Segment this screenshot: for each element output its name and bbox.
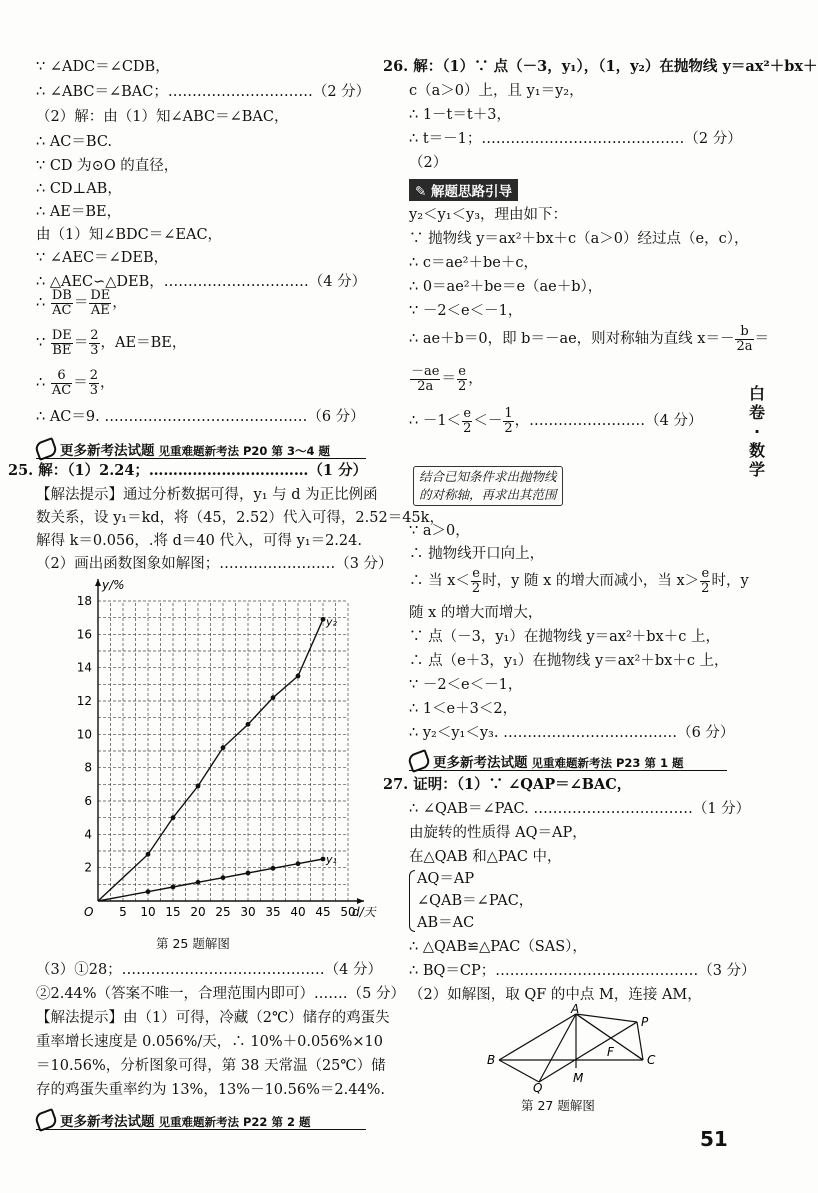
text-line: ∴ ∠ABC＝∠BAC；…………………………（2 分） [36, 84, 371, 100]
vertex-label: C [647, 1053, 656, 1067]
y-tick-label: 6 [84, 794, 92, 808]
text-line: 存的鸡蛋失重率约为 13%，13%－10.56%＝2.44%. [36, 1082, 386, 1098]
text-line: 在△QAB 和△PAC 中， [409, 849, 562, 865]
fraction [51, 289, 73, 318]
text-line: （2）如解图，取 QF 的中点 M，连接 AM， [409, 987, 702, 1003]
numerator: 1 [504, 405, 513, 421]
data-point [321, 617, 326, 622]
text-line: ∵ ∠AEC＝∠DEB， [36, 250, 169, 266]
text-line: ∴ ∠QAB＝∠PAC. ……………………………（1 分） [409, 801, 751, 817]
text-line: ∵ －2＜e＜－1， [409, 303, 523, 319]
symbol: ＝ [73, 335, 89, 351]
symbol: ，AE＝BE， [100, 335, 187, 351]
numerator: －ae [411, 363, 440, 379]
numerator: 2 [89, 367, 98, 383]
vertex-label: Q [533, 1081, 543, 1095]
fraction [89, 329, 99, 358]
x-tick-label: 15 [165, 905, 181, 919]
fraction-line [409, 406, 702, 436]
symbol: ＝ [73, 295, 89, 311]
x-tick-label: 50 [340, 905, 356, 919]
data-point [196, 880, 201, 885]
text-line: c（a＞0）上，且 y₁＝y₂， [409, 83, 584, 99]
denominator: 2 [471, 580, 481, 596]
vertex-label: P [641, 1015, 649, 1029]
text-line: （2）画出函数图象如解图；……………………（3 分） [36, 556, 393, 572]
fraction [89, 289, 111, 318]
x-tick-label: 5 [119, 905, 127, 919]
text-line: 26. 解：（1）∵ 点（－3，y₁），（1，y₂）在抛物线 y＝ax²＋bx＋ [383, 58, 818, 75]
numerator: DE [51, 327, 72, 343]
numerator: e [463, 405, 472, 421]
denominator: 2 [701, 580, 710, 596]
figure-caption: 第 27 题解图 [521, 1098, 595, 1113]
text-line: ∵ a＞0， [409, 523, 470, 539]
origin-label: O [84, 905, 94, 919]
vertex-label: B [487, 1053, 496, 1067]
text-line: 解得 k＝0.056，.将 d＝40 代入，可得 y₁＝2.24. [36, 533, 362, 549]
text-line: 由旋转的性质得 AQ＝AP， [409, 825, 587, 841]
page-number: 51 [700, 1127, 728, 1151]
symbol: ， [468, 371, 483, 387]
data-point [171, 815, 176, 820]
denominator: AC [52, 302, 72, 318]
symbol: ∴ [36, 375, 46, 391]
symbol: ∴ [36, 295, 46, 311]
banner-title: 更多新考法试题 [60, 443, 155, 459]
text-line: ∴ 1＜e＋3＜2， [409, 701, 518, 717]
text-line: 重率增长速度是 0.056%/天，∴ 10%＋0.056%×10 [36, 1034, 384, 1050]
x-tick-label: 10 [140, 905, 156, 919]
x-axis-label: d/天 [352, 905, 376, 919]
text: 时，y [711, 573, 749, 589]
text-line: ∴ BQ＝CP；……………………………………（3 分） [409, 963, 756, 979]
text-line: ∴ y₂＜y₁＜y₃. ………………………………（6 分） [409, 725, 735, 741]
series-label: y₁ [326, 853, 337, 866]
y-tick-label: 10 [76, 727, 92, 742]
data-point [321, 857, 326, 862]
data-point [296, 674, 301, 679]
x-tick-label: 45 [315, 905, 331, 919]
symbol: ＝ [754, 331, 770, 347]
y-tick-label: 14 [76, 660, 92, 675]
text: 时，y 随 x 的增大而减小，当 x＞ [482, 573, 700, 589]
symbol: ＝ [73, 375, 88, 391]
numerator: 2 [90, 327, 99, 343]
denominator: AC [51, 382, 72, 398]
text-line: 【解法提示】由（1）可得，冷藏（2℃）储存的鸡蛋失 [36, 1010, 390, 1026]
text-line: ∴ 抛物线开口向上， [409, 546, 545, 562]
text-line: ∴ 0＝ae²＋be＝e（ae＋b）， [409, 279, 603, 295]
text-line: ∵ ∠ADC＝∠CDB， [36, 59, 170, 75]
fraction-line [409, 364, 483, 394]
fraction [735, 325, 753, 354]
y-axis-arrow [95, 579, 101, 586]
text-line: 25. 解：（1）2.24；……………………………（1 分） [8, 462, 368, 479]
y-tick-label: 4 [84, 827, 92, 842]
numerator: e [472, 565, 480, 581]
numerator: e [458, 363, 466, 379]
text-line: 27. 证明：（1）∵ ∠QAP＝∠BAC， [383, 776, 632, 793]
denominator: 2 [463, 420, 472, 436]
data-point [296, 861, 301, 866]
fraction-line [36, 328, 186, 358]
chart-caption: 第 25 题解图 [156, 936, 230, 951]
fraction [471, 567, 481, 596]
denominator: 2a [417, 378, 434, 394]
divider [409, 770, 727, 771]
text-line: 随 x 的增大而增大， [409, 605, 543, 621]
fraction-line [409, 324, 769, 354]
denominator: AE [90, 302, 110, 318]
denominator: 2 [457, 378, 467, 394]
data-point [221, 745, 226, 750]
text-line: ∵ －2＜e＜－1， [409, 677, 523, 693]
symbol: ＝ [441, 371, 456, 387]
vertex-label: F [607, 1045, 614, 1059]
numerator: b [735, 325, 753, 340]
text-line: ∴ AC＝9. ……………………………………（6 分） [36, 409, 365, 425]
fraction-line [409, 566, 749, 596]
x-tick-label: 30 [240, 905, 256, 919]
numerator: 6 [51, 369, 72, 384]
fraction [51, 369, 72, 398]
denominator: BE [52, 342, 72, 358]
hint-note [413, 466, 563, 506]
divider [36, 1129, 366, 1130]
x-tick-label: 35 [265, 905, 281, 919]
symbol: ， [112, 295, 127, 311]
text-line: ∠QAB＝∠PAC， [417, 893, 534, 909]
text-line: ∵ 点（－3，y₁）在抛物线 y＝ax²＋bx＋c 上， [409, 629, 720, 645]
y-axis-label: y/% [102, 578, 125, 592]
text-line: ＝10.56%，分析图象可得，第 38 天常温（25℃）储 [36, 1058, 386, 1074]
fraction [503, 407, 513, 436]
denominator: 3 [90, 342, 99, 358]
text-line: （2）解：由（1）知∠ABC＝∠BAC， [36, 109, 289, 125]
fraction-line [36, 288, 127, 318]
symbol: ， [99, 375, 115, 391]
more-questions-banner [36, 439, 330, 459]
banner-source: 见重难题新考法 P20 第 3～4 题 [158, 444, 330, 458]
side-label-char: 白 [748, 384, 765, 403]
x-tick-label: 40 [290, 905, 306, 919]
fraction-line [36, 368, 114, 398]
fraction [457, 365, 467, 394]
vertex-label: A [571, 1002, 580, 1016]
fraction [89, 369, 99, 398]
y-tick-label: 8 [84, 760, 92, 775]
data-point [271, 866, 276, 871]
chart-25 [66, 571, 376, 936]
text-line: 由（1）知∠BDC＝∠EAC， [36, 227, 223, 243]
numerator: DB [51, 287, 72, 303]
figure-27 [481, 1002, 671, 1095]
text: ＜－ [473, 413, 503, 429]
text-line: （2） [409, 155, 448, 171]
text-line: 数关系，设 y₁＝kd，将（45，2.52）代入可得，2.52＝45k， [36, 510, 444, 526]
text-line: ∴ △AEC∽△DEB，…………………………（4 分） [36, 274, 367, 290]
text-line: 【解法提示】通过分析数据可得，y₁ 与 d 为正比例函 [36, 487, 378, 503]
side-label-char: 数 [748, 441, 765, 460]
symbol: ∵ [36, 335, 46, 351]
note-line: 结合已知条件求出抛物线 [419, 469, 557, 484]
side-label-char: · [753, 422, 761, 441]
more-questions-banner [36, 1110, 310, 1130]
system-brace [409, 870, 415, 932]
text-line: ∵ 抛物线 y＝ax²＋bx＋c（a＞0）经过点（e，c）， [409, 231, 749, 247]
denominator: 2a [736, 338, 753, 354]
text-line: ∴ 点（e＋3，y₁）在抛物线 y＝ax²＋bx＋c 上， [409, 653, 729, 669]
text-line: ∵ CD 为⊙O 的直径， [36, 158, 179, 174]
banner-source: 见重难题新考法 P23 第 1 题 [531, 756, 684, 770]
y-tick-label: 18 [76, 594, 92, 608]
banner-source: 见重难题新考法 P22 第 2 题 [158, 1115, 311, 1129]
text-line: ∴ t＝－1；……………………………………（2 分） [409, 131, 742, 147]
data-point [146, 852, 151, 857]
text: ∴ 当 x＜ [409, 573, 470, 589]
numerator: e [701, 565, 710, 581]
data-point [246, 871, 251, 876]
more-questions-banner [409, 751, 683, 771]
banner-title: 更多新考法试题 [60, 1114, 155, 1130]
text-line: ∴ c＝ae²＋be＋c， [409, 255, 538, 271]
fraction [700, 567, 710, 596]
fraction [462, 407, 472, 436]
text-line: AQ＝AP [417, 871, 475, 887]
text: ∴ ae＋b＝0，即 b＝－ae，则对称轴为直线 x＝－ [409, 331, 735, 347]
denominator: 3 [89, 382, 98, 398]
vertex-label: M [573, 1071, 584, 1085]
x-axis-arrow [357, 898, 364, 904]
series-label: y₂ [326, 615, 337, 629]
text-line: ∴ AE＝BE， [36, 204, 122, 220]
side-label-char: 卷 [748, 403, 765, 422]
data-point [196, 784, 201, 789]
text: ，……………………（4 分） [514, 413, 703, 429]
text-line: ∴ AC＝BC. [36, 134, 113, 150]
numerator: DE [90, 287, 111, 303]
data-point [171, 885, 176, 890]
denominator: 2 [504, 420, 513, 436]
x-tick-label: 20 [190, 905, 206, 919]
header-text: 解题思路引导 [431, 184, 513, 200]
side-label [746, 384, 768, 479]
y-tick-label: 16 [76, 627, 92, 642]
divider [36, 458, 366, 459]
text-line: AB＝AC [417, 915, 475, 931]
data-point [271, 695, 276, 700]
data-point [246, 722, 251, 727]
text-line: y₂＜y₁＜y₃，理由如下： [409, 207, 568, 223]
text-line: ∴ CD⊥AB， [36, 181, 122, 197]
data-point [146, 889, 151, 894]
y-tick-label: 2 [84, 860, 92, 875]
text-line: （3）①28；……………………………………（4 分） [36, 962, 383, 978]
note-line: 的对称轴，再求出其范围 [419, 487, 557, 502]
text-line: ∴ 1－t＝t＋3， [409, 107, 511, 123]
text-line: ②2.44%（答案不唯一，合理范围内即可）.……（5 分） [36, 986, 406, 1002]
side-label-char: 学 [748, 460, 765, 479]
data-point [221, 875, 226, 880]
fraction [410, 365, 440, 394]
x-tick-label: 25 [215, 905, 231, 919]
y-tick-label: 12 [76, 694, 92, 708]
text: ∴ －1＜ [409, 413, 462, 429]
fraction [51, 329, 73, 358]
solution-guide-header: ✎ 解题思路引导 [409, 179, 518, 201]
banner-title: 更多新考法试题 [433, 755, 528, 771]
text-line: ∴ △QAB≌△PAC（SAS）， [409, 939, 587, 955]
